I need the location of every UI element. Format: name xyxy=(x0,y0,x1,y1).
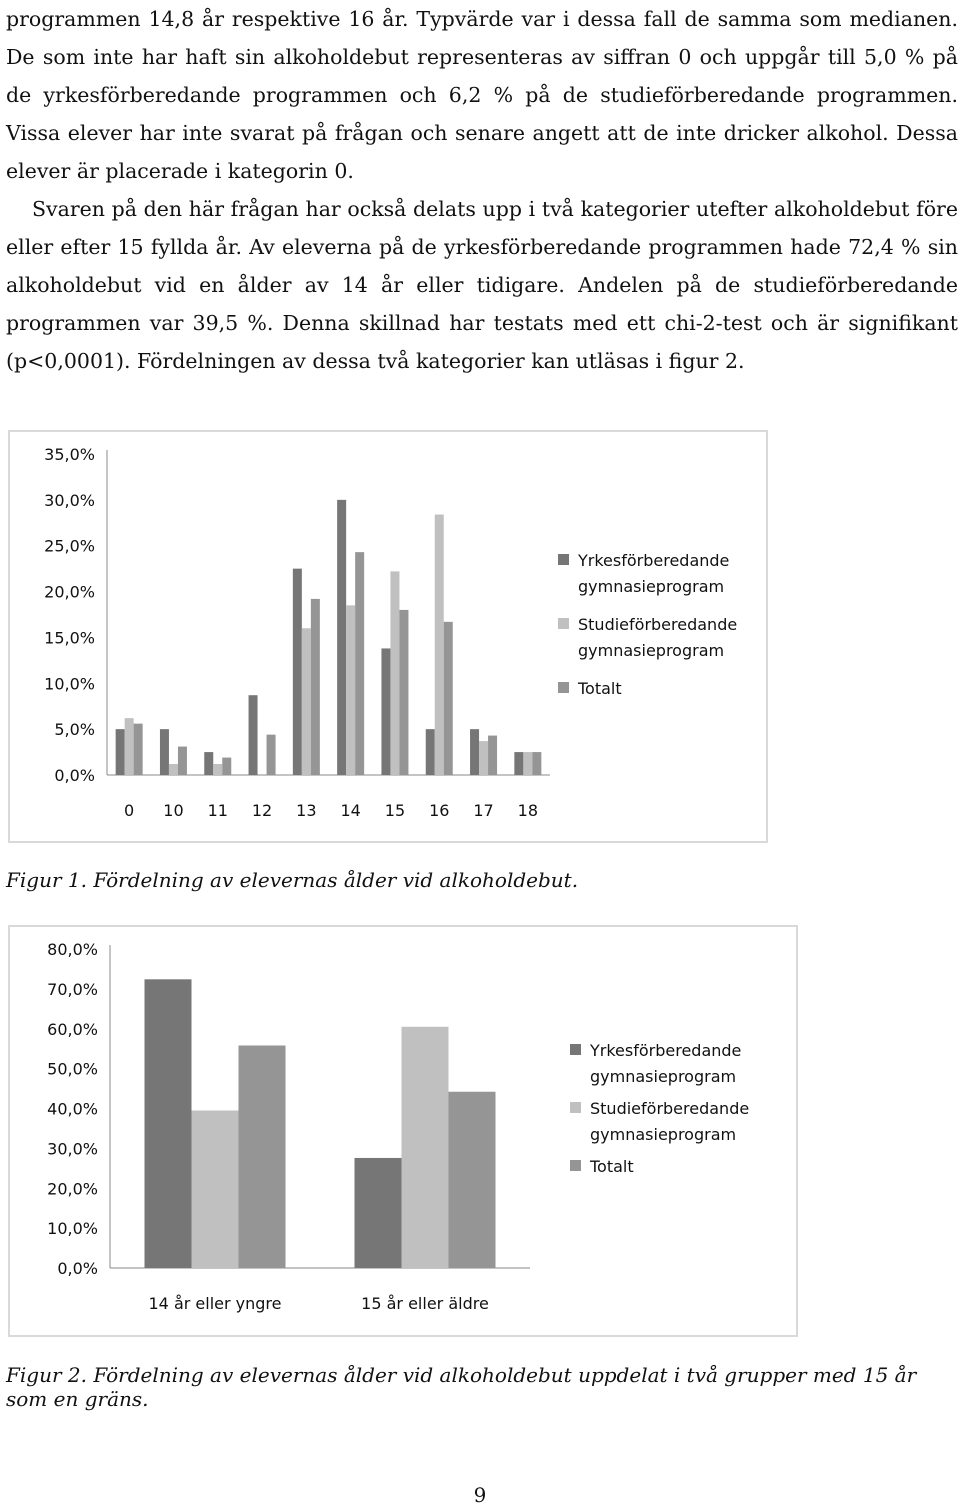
bar xyxy=(523,752,532,775)
legend-label: Yrkesförberedande xyxy=(578,551,730,570)
y-tick-label: 5,0% xyxy=(54,720,95,740)
bar xyxy=(116,729,125,775)
figure-2-chart xyxy=(8,925,798,1337)
bar xyxy=(134,724,143,775)
bar xyxy=(249,695,258,775)
bar xyxy=(267,735,276,775)
legend-label: Totalt xyxy=(578,679,622,698)
figure-1-svg xyxy=(10,432,766,841)
legend-swatch xyxy=(558,554,569,565)
bar xyxy=(488,736,497,775)
y-tick-label: 40,0% xyxy=(47,1099,98,1119)
legend-swatch xyxy=(558,618,569,629)
bar xyxy=(346,605,355,775)
legend-label: gymnasieprogram xyxy=(590,1067,737,1086)
bar xyxy=(355,552,364,775)
bar xyxy=(145,979,192,1268)
y-tick-label: 60,0% xyxy=(47,1019,98,1039)
bar xyxy=(399,610,408,775)
legend-swatch xyxy=(570,1160,581,1171)
x-tick-label: 11 xyxy=(207,801,228,820)
figure-1-chart xyxy=(8,430,768,843)
paragraph: Svaren på den här frågan har också delats upp i två kategorier utefter alkoholdebut före eller efter 15 fyllda år. Av eleverna på de yrkesförberedande programmen hade 72,4 % sin alkoholdebut vid en ålder av 14 år eller tidigare. Andelen på de studieförberedande programmen var 39,5 %. Denna skillnad har testats med ett chi-2-test och är signifikant (p<0,0001). Fördelningen av dessa två kategorier kan utläsas i figur 2. xyxy=(6,197,958,373)
y-tick-label: 80,0% xyxy=(47,940,98,959)
x-tick-label: 13 xyxy=(296,801,317,820)
y-tick-label: 20,0% xyxy=(47,1179,98,1199)
y-tick-label: 10,0% xyxy=(44,674,95,694)
x-tick-label: 0 xyxy=(124,801,135,820)
x-tick-label: 15 år eller äldre xyxy=(361,1294,489,1313)
legend-label: gymnasieprogram xyxy=(590,1125,737,1144)
legend-label: Studieförberedande xyxy=(590,1099,750,1118)
bar xyxy=(426,729,435,775)
y-tick-label: 10,0% xyxy=(47,1219,98,1239)
bar xyxy=(311,599,320,775)
body-text xyxy=(6,0,958,380)
legend-label: gymnasieprogram xyxy=(578,641,725,660)
paragraph: programmen 14,8 år respektive 16 år. Typvärde var i dessa fall de samma som medianen. De som inte har haft sin alkoholdebut representeras av siffran 0 och uppgår till 5,0 % på de yrkesförberedande programmen och 6,2 % på de studieförberedande programmen. Vissa elever har inte svarat på frågan och senare angett att de inte dricker alkohol. Dessa elever är placerade i kategorin 0. xyxy=(6,7,958,183)
y-tick-label: 30,0% xyxy=(44,490,95,510)
bar xyxy=(449,1092,496,1268)
bar xyxy=(222,758,231,775)
bar xyxy=(192,1110,239,1268)
x-tick-label: 17 xyxy=(473,801,494,820)
y-tick-label: 0,0% xyxy=(54,766,95,785)
y-tick-label: 0,0% xyxy=(57,1259,98,1278)
y-tick-label: 30,0% xyxy=(47,1139,98,1159)
bar xyxy=(337,500,346,775)
y-tick-label: 15,0% xyxy=(44,628,95,648)
y-tick-label: 35,0% xyxy=(44,445,95,464)
legend-label: gymnasieprogram xyxy=(578,577,725,596)
y-tick-label: 25,0% xyxy=(44,536,95,556)
bar xyxy=(444,622,453,775)
figure-2-svg xyxy=(10,927,796,1335)
bar xyxy=(514,752,523,775)
y-tick-label: 50,0% xyxy=(47,1059,98,1079)
legend-label: Totalt xyxy=(590,1157,634,1176)
bar xyxy=(435,515,444,775)
bar xyxy=(125,718,134,775)
bar xyxy=(178,747,187,775)
bar xyxy=(402,1027,449,1268)
bar xyxy=(160,729,169,775)
bar xyxy=(355,1158,402,1268)
bar xyxy=(532,752,541,775)
y-tick-label: 20,0% xyxy=(44,582,95,602)
page-number: 9 xyxy=(473,1483,487,1507)
legend-swatch xyxy=(558,682,569,693)
legend-swatch xyxy=(570,1102,581,1113)
x-tick-label: 16 xyxy=(429,801,450,820)
legend-swatch xyxy=(570,1044,581,1055)
bar xyxy=(479,741,488,775)
bar xyxy=(302,628,311,775)
x-tick-label: 14 år eller yngre xyxy=(148,1294,282,1313)
bar xyxy=(390,571,399,775)
bar xyxy=(470,729,479,775)
legend-label: Studieförberedande xyxy=(578,615,738,634)
y-tick-label: 70,0% xyxy=(47,979,98,999)
x-tick-label: 15 xyxy=(384,801,406,820)
bar xyxy=(204,752,213,775)
figure-2-caption: Figur 2. Fördelning av elevernas ålder vid alkoholdebut uppdelat i två grupper med 15 år som en gräns. xyxy=(6,1363,917,1411)
x-tick-label: 14 xyxy=(340,801,361,820)
x-tick-label: 12 xyxy=(251,801,273,820)
bar xyxy=(239,1045,286,1268)
bar xyxy=(381,648,390,775)
legend-label: Yrkesförberedande xyxy=(590,1041,742,1060)
figure-1-caption: Figur 1. Fördelning av elevernas ålder vid alkoholdebut. xyxy=(6,868,579,892)
bar xyxy=(293,569,302,775)
bar xyxy=(169,764,178,775)
x-tick-label: 18 xyxy=(517,801,539,820)
bar xyxy=(213,764,222,775)
x-tick-label: 10 xyxy=(163,801,184,820)
